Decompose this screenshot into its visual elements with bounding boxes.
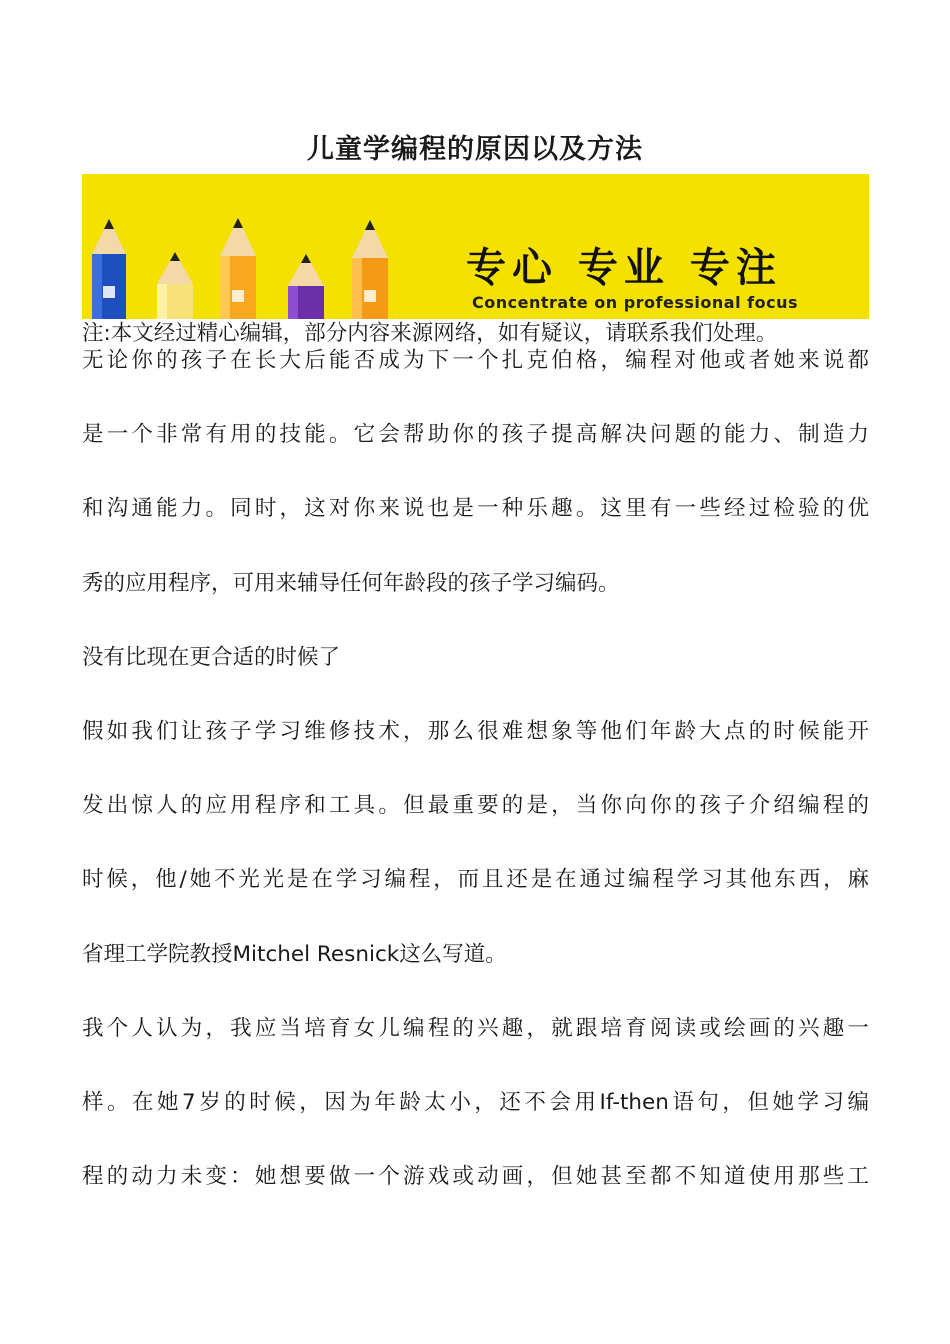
text-line: 假如我们让孩子学习维修技术，那么很难想象等他们年龄大点的时候能开 xyxy=(82,718,869,744)
banner-tagline: Concentrate on professional focus xyxy=(472,293,798,312)
text-line: 省理工学院教授Mitchel Resnick这么写道。 xyxy=(82,941,507,967)
page-title: 儿童学编程的原因以及方法 xyxy=(307,134,643,165)
editor-note: 注:本文经过精心编辑，部分内容来源网络，如有疑议，请联系我们处理。 xyxy=(82,321,778,346)
text-line: 秀的应用程序，可用来辅导任何年龄段的孩子学习编码。 xyxy=(82,570,620,596)
text-line: 时候，他/她不光光是在学习编程，而且还是在通过编程学习其他东西，麻 xyxy=(82,867,869,893)
text-line: 发出惊人的应用程序和工具。但最重要的是，当你向你的孩子介绍编程的 xyxy=(82,793,869,819)
text-line: 是一个非常有用的技能。它会帮助你的孩子提高解决问题的能力、制造力 xyxy=(82,422,869,448)
article-body xyxy=(82,345,869,1235)
text-line: 样。在她7岁的时候，因为年龄太小，还不会用If-then语句，但她学习编 xyxy=(82,1089,869,1115)
section-heading: 没有比现在更合适的时候了 xyxy=(82,644,341,670)
text-line: 程的动力未变：她想要做一个游戏或动画，但她甚至都不知道使用那些工 xyxy=(82,1164,869,1190)
text-line: 我个人认为，我应当培育女儿编程的兴趣，就跟培育阅读或绘画的兴趣一 xyxy=(82,1015,869,1041)
text-line: 无论你的孩子在长大后能否成为下一个扎克伯格，编程对他或者她来说都 xyxy=(82,348,869,373)
text-line: 和沟通能力。同时，这对你来说也是一种乐趣。这里有一些经过检验的优 xyxy=(82,496,869,522)
banner-slogan: 专心 专业 专注 xyxy=(466,245,782,291)
banner-image xyxy=(82,174,869,319)
